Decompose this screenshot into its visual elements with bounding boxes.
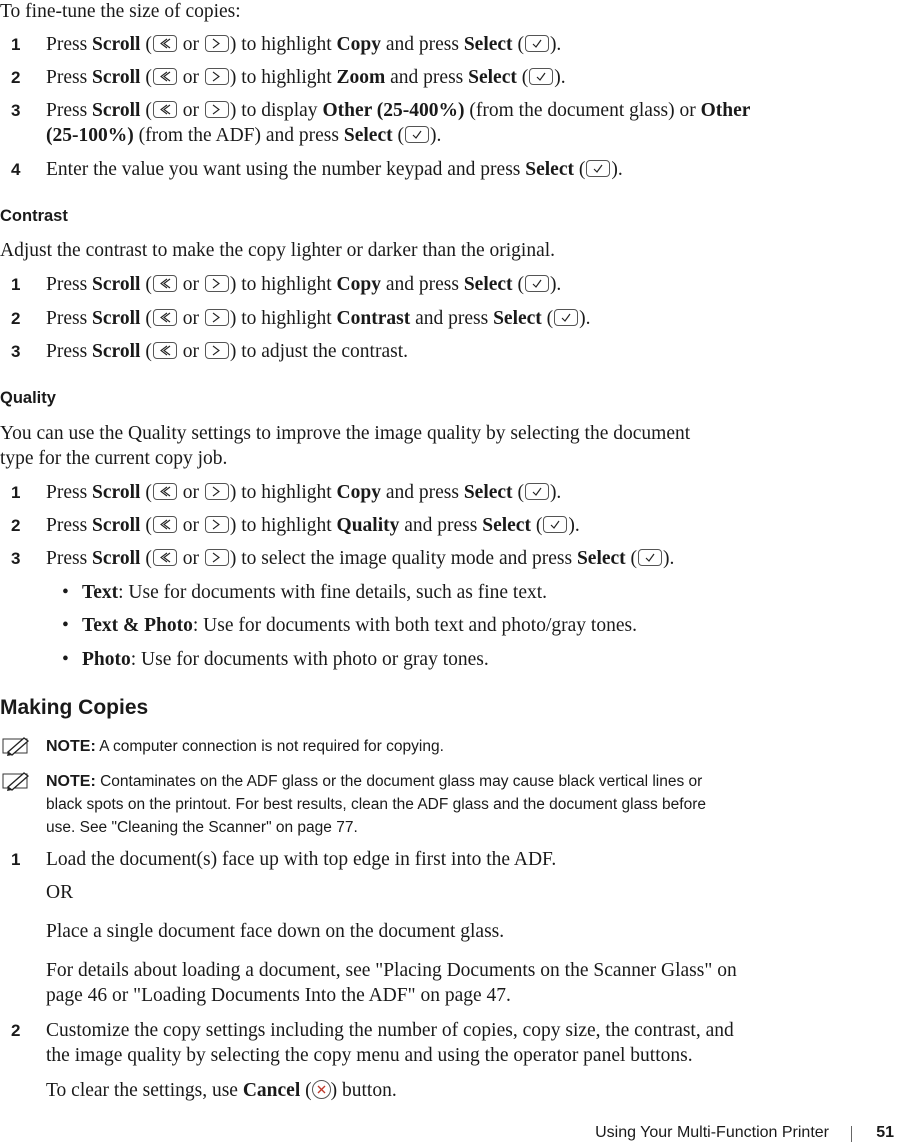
checkmark-icon — [525, 275, 549, 292]
finetune-step-4: 4 Enter the value you want using the number keypad and press Select ( ). — [11, 159, 623, 180]
left-arrow-icon — [153, 549, 177, 566]
left-arrow-icon — [153, 342, 177, 359]
left-arrow-icon — [153, 516, 177, 533]
making-details-line-1: For details about loading a document, see "Placing Documents on the Scanner Glass" on — [46, 960, 737, 981]
left-arrow-icon — [153, 309, 177, 326]
right-arrow-icon — [205, 68, 229, 85]
note-2-line-2: black spots on the printout. For best results, clean the ADF glass and the document glass before — [46, 796, 706, 813]
quality-option-text: • Text: Use for documents with fine details, such as fine text. — [62, 582, 548, 603]
contrast-step-2: 2 Press Scroll ( or ) to highlight Contrast and press Select ( ). — [11, 308, 591, 329]
left-arrow-icon — [153, 101, 177, 118]
right-arrow-icon — [205, 549, 229, 566]
left-arrow-icon — [153, 483, 177, 500]
quality-heading: Quality — [0, 389, 56, 407]
right-arrow-icon — [205, 483, 229, 500]
left-arrow-icon — [153, 68, 177, 85]
making-step-1: 1 Load the document(s) face up with top edge in first into the ADF. — [11, 849, 557, 870]
right-arrow-icon — [205, 342, 229, 359]
contrast-step-3: 3 Press Scroll ( or ) to adjust the contrast. — [11, 341, 408, 362]
right-arrow-icon — [205, 101, 229, 118]
right-arrow-icon — [205, 35, 229, 52]
making-step-2: 2 Customize the copy settings including the number of copies, copy size, the contrast, and the image quality by selecting the copy menu and using the operator panel buttons. — [11, 1020, 734, 1066]
checkmark-icon — [554, 309, 578, 326]
right-arrow-icon — [205, 516, 229, 533]
note-pencil-icon — [2, 736, 32, 763]
intro-text: To fine-tune the size of copies: — [0, 1, 241, 22]
quality-description-line-2: type for the current copy job. — [0, 448, 228, 469]
left-arrow-icon — [153, 275, 177, 292]
finetune-step-1: 1 Press Scroll ( or ) to highlight Copy and press Select ( ). — [11, 34, 562, 55]
making-place-text: Place a single document face down on the document glass. — [46, 921, 505, 942]
making-copies-heading: Making Copies — [0, 696, 149, 719]
contrast-description: Adjust the contrast to make the copy lighter or darker than the original. — [0, 240, 556, 261]
quality-step-2: 2 Press Scroll ( or ) to highlight Quality and press Select ( ). — [11, 515, 580, 536]
quality-option-text-photo: • Text & Photo: Use for documents with both text and photo/gray tones. — [62, 615, 637, 636]
quality-option-photo: • Photo: Use for documents with photo or gray tones. — [62, 649, 489, 670]
contrast-heading: Contrast — [0, 207, 68, 225]
finetune-step-3: 3 Press Scroll ( or ) to display Other (25-400%) (from the document glass) or Other (25-100%) (from the ADF) and press Select ( ). — [11, 100, 751, 146]
making-details-line-2: page 46 or "Loading Documents Into the ADF" on page 47. — [46, 985, 511, 1006]
left-arrow-icon — [153, 35, 177, 52]
quality-description-line-1: You can use the Quality settings to improve the image quality by selecting the document — [0, 423, 691, 444]
checkmark-icon — [525, 483, 549, 500]
note-2-line-3: use. See "Cleaning the Scanner" on page 77. — [46, 819, 358, 836]
cancel-x-icon — [312, 1080, 331, 1099]
checkmark-icon — [543, 516, 567, 533]
checkmark-icon — [529, 68, 553, 85]
quality-step-1: 1 Press Scroll ( or ) to highlight Copy and press Select ( ). — [11, 482, 562, 503]
footer-separator — [851, 1126, 852, 1142]
making-or: OR — [46, 882, 74, 903]
making-clear-settings: To clear the settings, use Cancel ( ) button. — [46, 1080, 397, 1101]
right-arrow-icon — [205, 275, 229, 292]
page-number: 51 — [876, 1124, 894, 1141]
footer-title: Using Your Multi-Function Printer — [595, 1124, 829, 1141]
checkmark-icon — [405, 126, 429, 143]
quality-step-3: 3 Press Scroll ( or ) to select the image quality mode and press Select ( ). — [11, 548, 675, 569]
right-arrow-icon — [205, 309, 229, 326]
checkmark-icon — [586, 160, 610, 177]
checkmark-icon — [638, 549, 662, 566]
note-1: NOTE: A computer connection is not required for copying. — [0, 736, 790, 758]
contrast-step-1: 1 Press Scroll ( or ) to highlight Copy and press Select ( ). — [11, 274, 562, 295]
finetune-step-2: 2 Press Scroll ( or ) to highlight Zoom and press Select ( ). — [11, 67, 566, 88]
note-2: NOTE: Contaminates on the ADF glass or the document glass may cause black vertical lines or — [0, 771, 790, 793]
checkmark-icon — [525, 35, 549, 52]
